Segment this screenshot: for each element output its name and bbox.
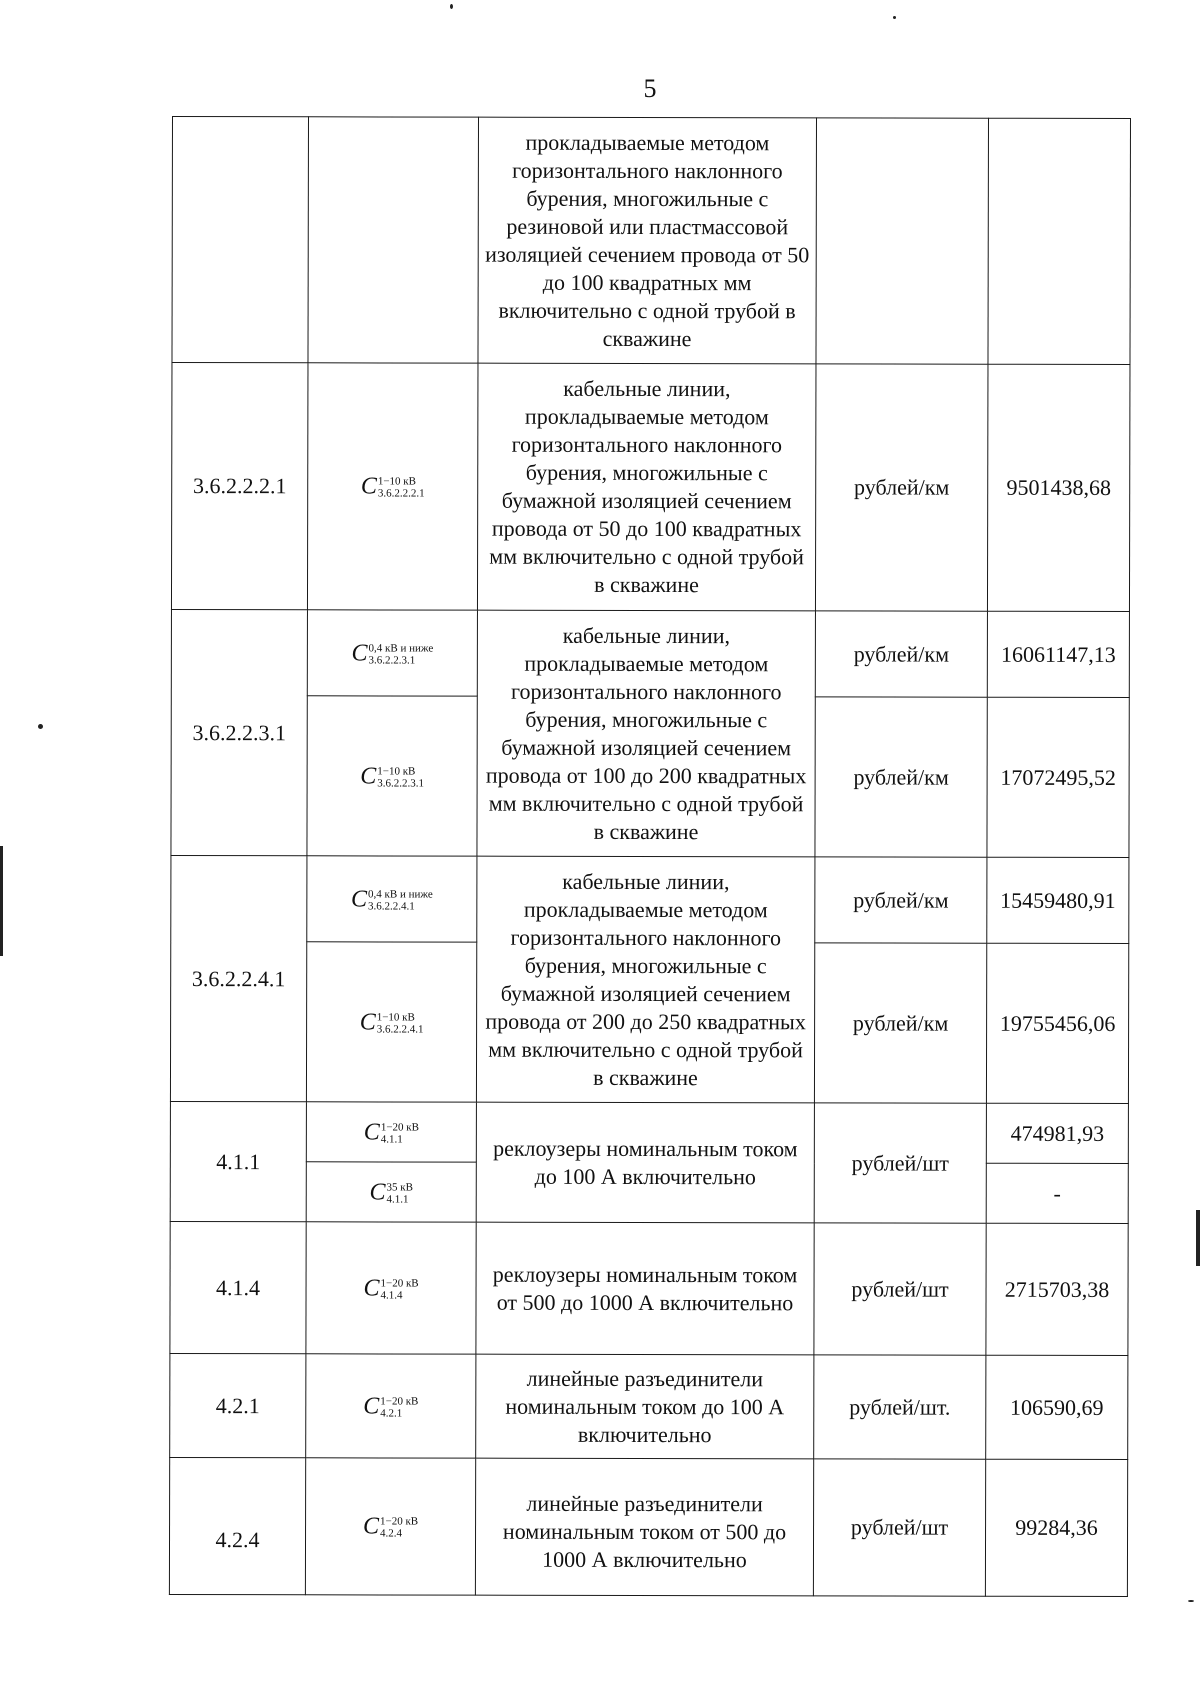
rate-symbol: C 35 кВ 4.1.1 (306, 1162, 476, 1222)
rate-value: 15459480,91 (987, 857, 1129, 943)
rate-symbol: C 0,4 кВ и ниже 3.6.2.2.3.1 (307, 610, 477, 696)
table-row (170, 1353, 1128, 1459)
rate-value: 474981,93 (986, 1103, 1128, 1163)
table-row (171, 609, 1129, 697)
description: кабельные линии, прокладываемые методом горизонтального наклонного бурения, многожильные с бумажной изоляцией сечением провода от 50 до 100 квадратных мм включительно с одной трубой в скважине (477, 363, 816, 611)
row-number: 4.1.1 (170, 1101, 306, 1221)
rate-value: 2715703,38 (986, 1223, 1128, 1355)
unit: рублей/км (815, 611, 987, 697)
rate-value: 16061147,13 (987, 611, 1129, 697)
table-row (171, 363, 1130, 612)
description: реклоузеры номинальным током до 100 А включительно (476, 1102, 814, 1223)
table-row (172, 117, 1131, 365)
unit: рублей/шт (813, 1459, 985, 1596)
rate-symbol: C 1−20 кВ 4.2.4 (305, 1458, 475, 1595)
table-row (170, 1101, 1128, 1163)
table-row (170, 1221, 1128, 1355)
scan-speck (1196, 1210, 1200, 1266)
unit: рублей/км (815, 697, 987, 857)
page-number: 5 (643, 74, 657, 103)
rate-value: 99284,36 (985, 1459, 1127, 1596)
description: кабельные линии, прокладываемые методом горизонтального наклонного бурения, многожильные с бумажной изоляцией сечением провода от 100 до 200 квадратных мм включительно с одной трубой в скважине (477, 610, 816, 857)
scan-speck (450, 4, 453, 9)
rate-symbol: C 0,4 кВ и ниже 3.6.2.2.4.1 (307, 856, 477, 942)
description: линейные разъединители номинальным током от 500 до 1000 А включительно (475, 1458, 813, 1596)
unit: рублей/км (815, 857, 987, 943)
tariff-table (169, 116, 1131, 1597)
rate-value: - (986, 1163, 1128, 1223)
unit-cell (816, 118, 989, 364)
description: линейные разъединители номинальным током до 100 А включительно (476, 1354, 814, 1459)
description: кабельные линии, прокладываемые методом горизонтального наклонного бурения, многожильные с бумажной изоляцией сечением провода от 200 до 250 квадратных мм включительно с одной трубой в скважине (476, 856, 815, 1103)
row-number: 3.6.2.2.2.1 (171, 363, 308, 610)
table-row (171, 855, 1129, 943)
unit: рублей/км (815, 364, 988, 611)
rate-symbol: C 1−10 кВ 3.6.2.2.4.1 (306, 942, 476, 1102)
unit: рублей/шт. (814, 1355, 986, 1459)
unit: рублей/км (814, 943, 986, 1103)
rate-value: 106590,69 (986, 1355, 1128, 1459)
scan-speck (893, 16, 896, 19)
description-cell: прокладываемые методом горизонтального наклонного бурения, многожильные с резиновой или пластмассовой изоляцией сечением провода от 50 до 100 квадратных мм включительно с одной трубой в скважине (478, 117, 817, 364)
row-number: 3.6.2.2.4.1 (170, 855, 307, 1101)
rate-symbol: C 1−10 кВ 3.6.2.2.2.1 (307, 363, 478, 610)
unit: рублей/шт (814, 1103, 986, 1223)
row-number: 3.6.2.2.3.1 (171, 609, 308, 855)
rate-symbol: C 1−20 кВ 4.1.1 (306, 1102, 476, 1162)
unit: рублей/шт (814, 1223, 986, 1355)
symbol-cell (308, 117, 479, 363)
rate-symbol: C 1−20 кВ 4.2.1 (306, 1354, 476, 1458)
row-number: 4.1.4 (170, 1221, 306, 1353)
rate-value: 19755456,06 (986, 943, 1128, 1103)
rate-value: 9501438,68 (987, 364, 1130, 611)
row-number-cell (172, 117, 309, 363)
rate-symbol: C 1−10 кВ 3.6.2.2.3.1 (307, 696, 477, 856)
scan-speck (1188, 1600, 1194, 1602)
table-row (169, 1457, 1127, 1596)
rate-value: 17072495,52 (987, 697, 1129, 857)
rate-symbol: C 1−20 кВ 4.1.4 (306, 1222, 476, 1354)
scan-speck (0, 846, 3, 956)
row-number: 4.2.4 (169, 1457, 305, 1594)
scan-speck (38, 724, 43, 729)
value-cell (988, 118, 1131, 364)
row-number: 4.2.1 (170, 1353, 306, 1457)
description: реклоузеры номинальным током от 500 до 1000 А включительно (476, 1222, 814, 1355)
